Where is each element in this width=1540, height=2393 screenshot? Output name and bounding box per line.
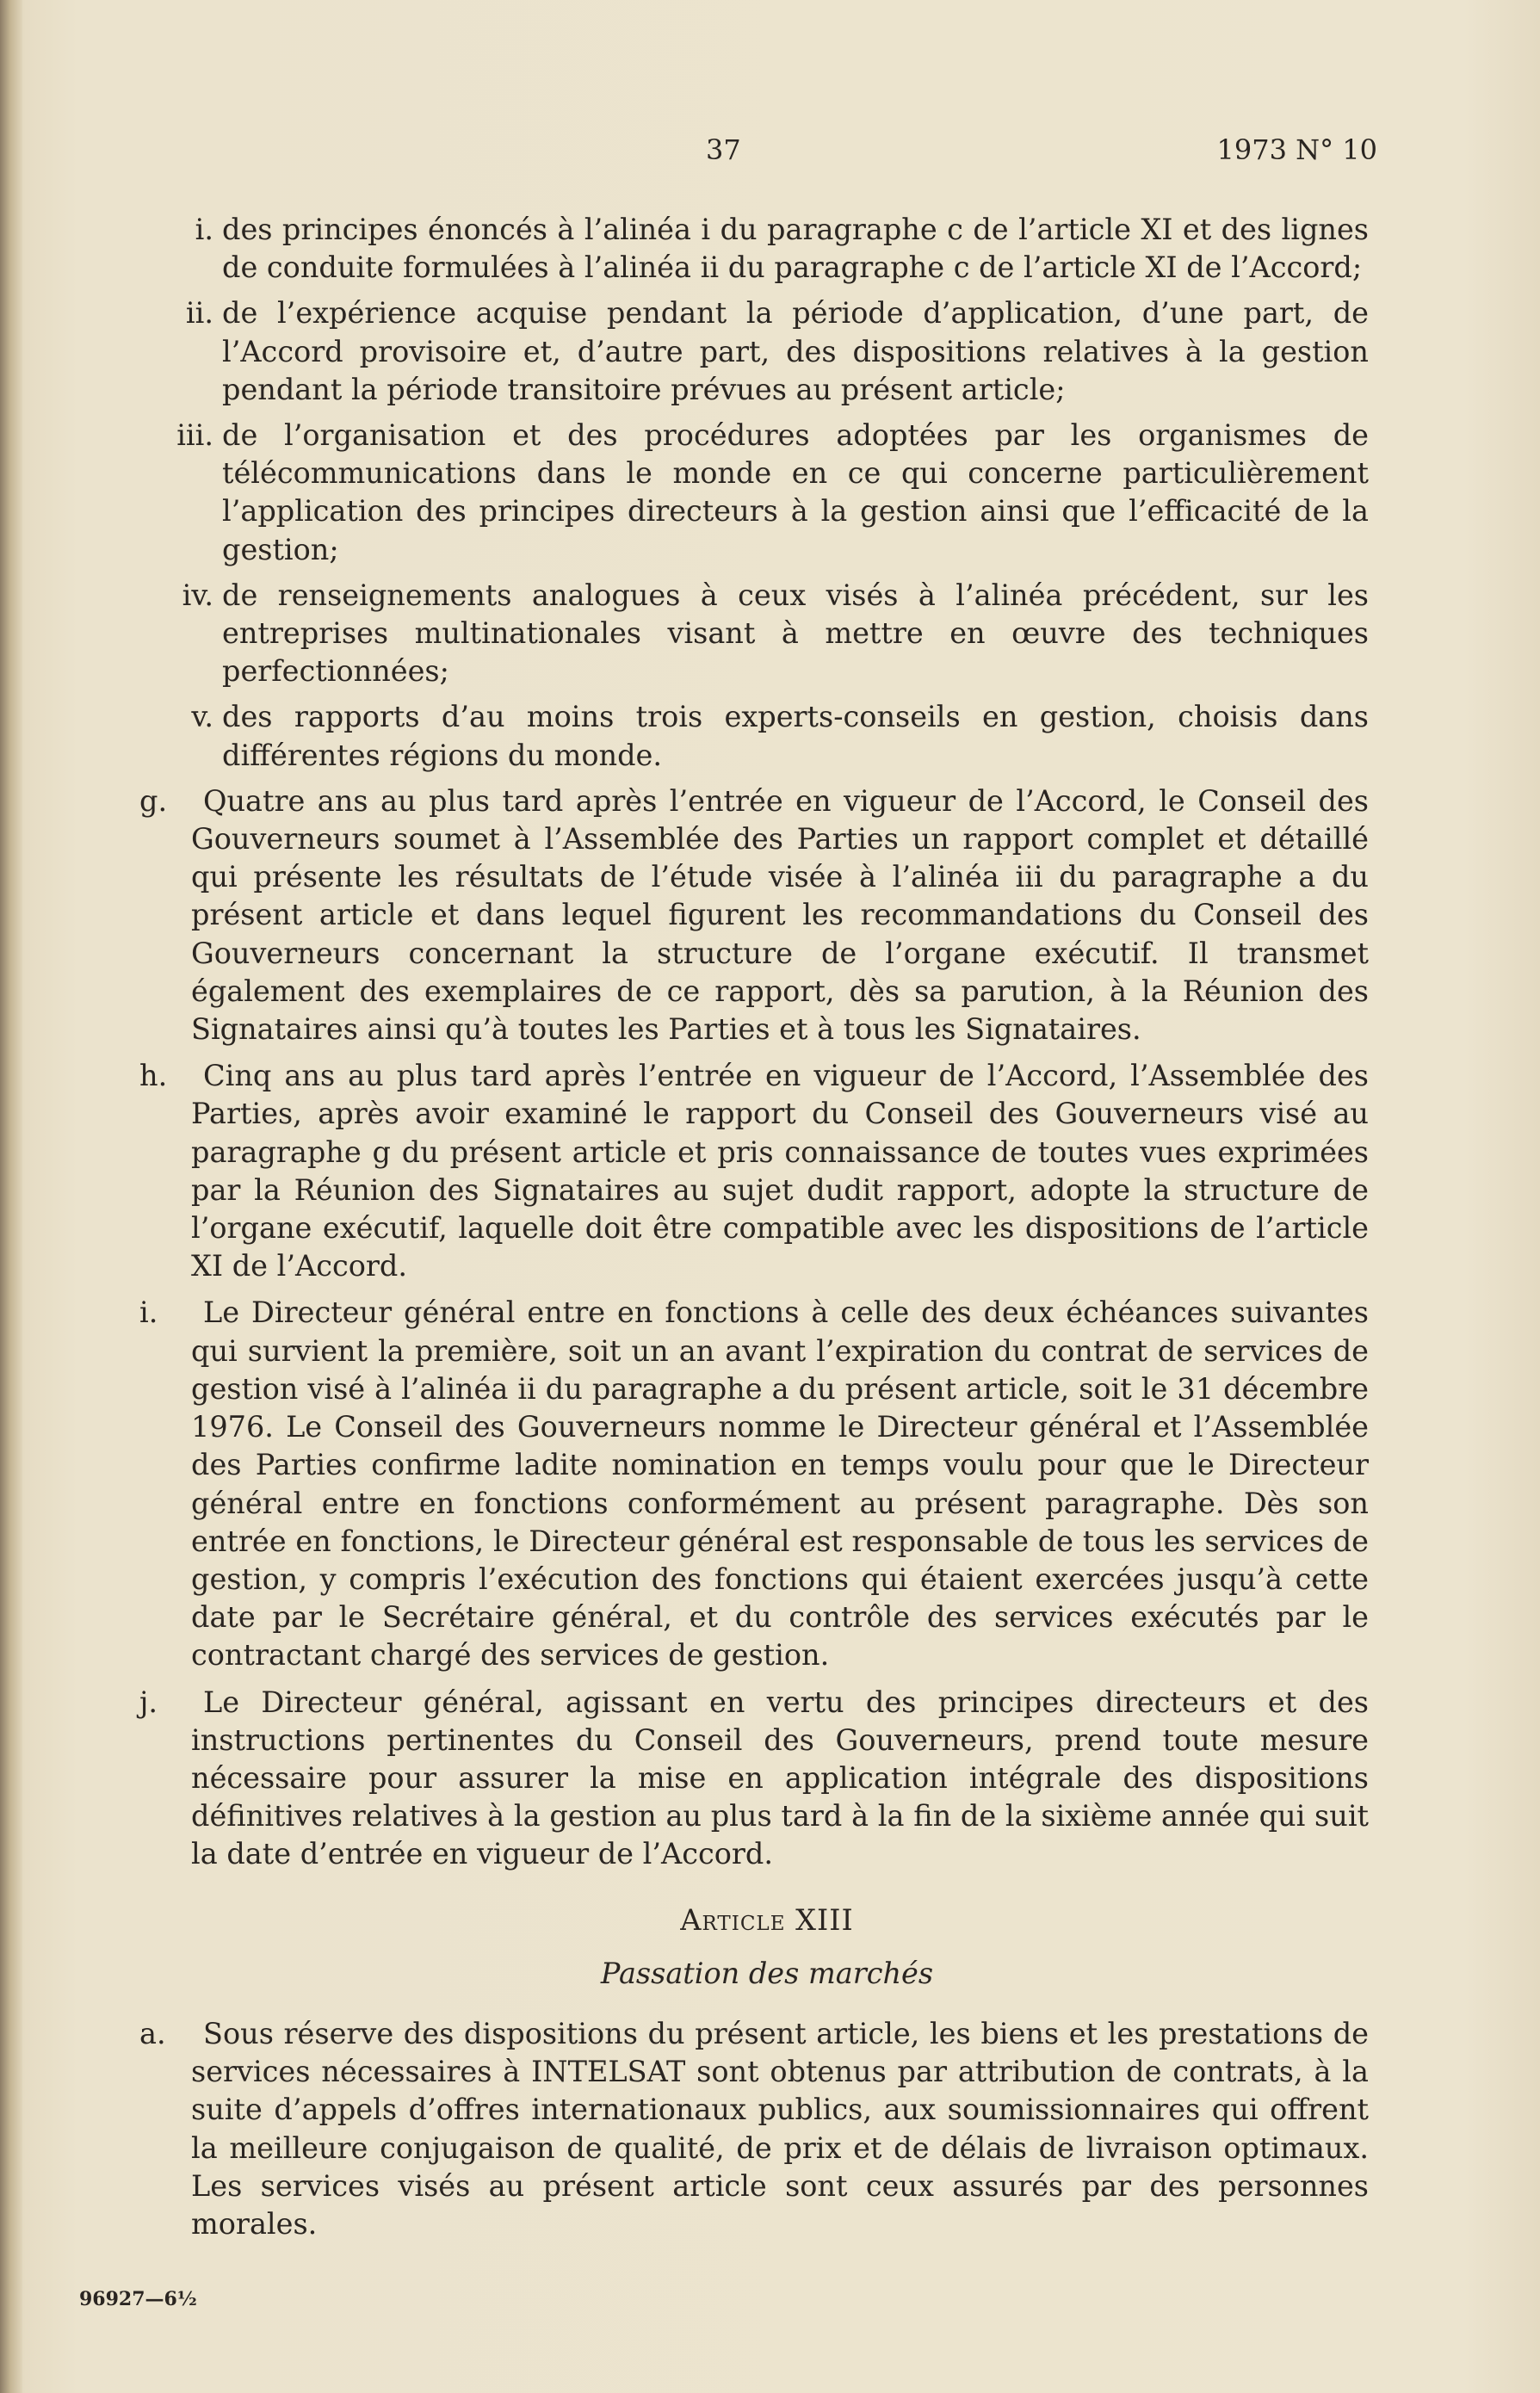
page-header [172,133,1377,176]
paragraph-text: Cinq ans au plus tard après l’entrée en vigueur de l’Accord, l’Assemblée des Parties, après avoir examiné le rapport du Conseil des Gouverneurs visé au paragraphe g du présent article et pris connaissance de toutes vues exprimées par la Réunion des Signataires au sujet dudit rapport, adopte la structure de l’organe exécutif, laquelle doit être compatible avec les dispositions de l’article XI de l’Accord. [191,1059,1369,1283]
paragraph-letter: a. [139,2016,166,2050]
paragraph-g [139,782,1369,1048]
paragraph-text: Sous réserve des dispositions du présent article, les biens et les prestations de services nécessaires à INTELSAT sont obtenus par attribution de contrats, à la suite d’appels d’offres internationaux publics, aux soumissionnaires qui offrent la meilleure conjugaison de qualité, de prix et de délais de livraison optimaux. Les services visés au présent article sont ceux assurés par des personnes morales. [191,2016,1369,2241]
list-item [165,211,1369,287]
paragraph-letter: i. [139,1295,158,1330]
paragraph-text: Le Directeur général, agissant en vertu des principes directeurs et des instructions pertinentes du Conseil des Gouverneurs, prend toute mesure nécessaire pour assurer la mise en application intégrale des dispositions définitives relatives à la gestion au plus tard à la fin de la sixième année qui suit la date d’entrée en vigueur de l’Accord. [191,1685,1369,1871]
list-item-number: iv. [182,578,213,612]
body-text [139,211,1369,2252]
paragraph-text: Quatre ans au plus tard après l’entrée en vigueur de l’Accord, le Conseil des Gouverneurs soumet à l’Assemblée des Parties un rapport complet et détaillé qui présente les résultats de l’étude visée à l’alinéa iii du paragraphe a du présent article et dans lequel figurent les recommandations du Conseil des Gouverneurs concernant la structure de l’organe exécutif. Il transmet également des exemplaires de ce rapport, dès sa parution, à la Réunion des Signataires ainsi qu’à toutes les Parties et à tous les Signataires. [191,783,1369,1047]
article-heading: Article XIII [680,1902,854,1937]
list-item [165,577,1369,691]
article-paragraph-a [139,2015,1369,2243]
paragraph-letter: g. [139,783,168,818]
paragraph-j [139,1684,1369,1874]
list-item-text: des rapports d’au moins trois experts-conseils en gestion, choisis dans différentes régions du monde. [222,700,1369,772]
paragraph-i [139,1294,1369,1674]
paragraph-letter: h. [139,1059,168,1093]
print-code: 96927—6½ [79,2288,197,2310]
binding-edge [0,0,22,2393]
numbered-list [165,211,1369,775]
list-item [165,698,1369,774]
list-item-text: de l’organisation et des procédures adoptées par les organismes de télécommunications dans le monde en ce qui concerne particulièrement l’application des principes directeurs à la gestion ainsi que l’efficacité de la gestion; [222,418,1369,566]
page-number: 37 [706,133,741,166]
list-item-text: de l’expérience acquise pendant la période d’application, d’une part, de l’Accord provisoire et, d’autre part, des dispositions relatives à la gestion pendant la période transitoire prévues au présent article; [222,296,1369,406]
list-item-number: v. [191,700,213,734]
paragraph-h [139,1057,1369,1285]
list-item-text: des principes énoncés à l’alinéa i du paragraphe c de l’article XI et des lignes de conduite formulées à l’alinéa ii du paragraphe c de l’article XI de l’Accord; [222,213,1369,285]
list-item-number: ii. [185,296,213,331]
document-reference: 1973 N° 10 [1216,133,1377,166]
list-item [165,294,1369,409]
list-item [165,417,1369,569]
list-item-text: de renseignements analogues à ceux visés à l’alinéa précédent, sur les entreprises multinationales visant à mettre en œuvre des techniques perfectionnées; [222,578,1369,689]
paragraph-letter: j. [139,1685,158,1719]
paragraph-text: Le Directeur général entre en fonctions à celle des deux échéances suivantes qui survient la première, soit un an avant l’expiration du contrat de services de gestion visé à l’alinéa ii du paragraphe a du présent article, soit le 31 décembre 1976. Le Conseil des Gouverneurs nomme le Directeur général et l’Assemblée des Parties confirme ladite nomination en temps voulu pour que le Directeur général entre en fonctions conformément au présent paragraphe. Dès son entrée en fonctions, le Directeur général est responsable de tous les services de gestion, y compris l’exécution des fonctions qui étaient exercées jusqu’à cette date par le Secrétaire général, et du contrôle des services exécutés par le contractant chargé des services de gestion. [191,1295,1369,1673]
list-item-number: i. [195,213,213,246]
article-subtitle: Passation des marchés [600,1956,934,1990]
list-item-number: iii. [176,418,213,453]
